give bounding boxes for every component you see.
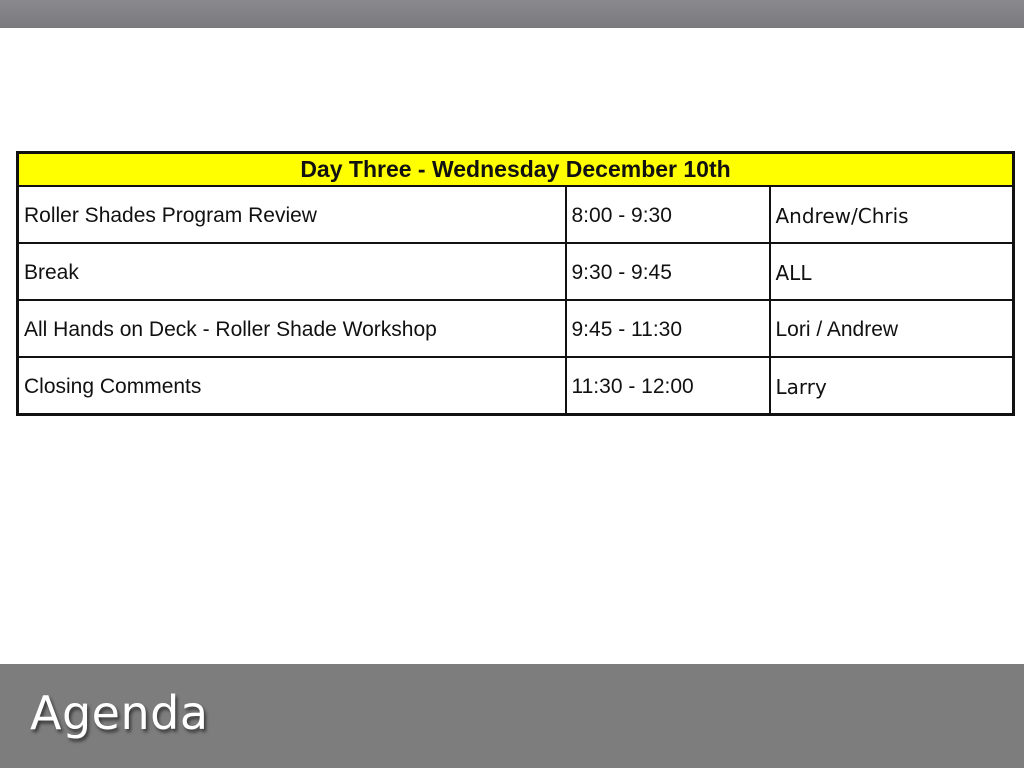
- title-footer: [0, 664, 1024, 768]
- table-row: [18, 186, 1014, 243]
- time-cell: 9:30 - 9:45: [566, 243, 770, 300]
- agenda-heading-row: [18, 153, 1014, 187]
- presenter-cell: ALL: [770, 243, 1014, 300]
- table-row: [18, 357, 1014, 414]
- table-row: [18, 243, 1014, 300]
- session-cell: Break: [18, 243, 566, 300]
- agenda-heading: Day Three - Wednesday December 10th: [18, 153, 1014, 187]
- presenter-cell: Lori / Andrew: [770, 300, 1014, 357]
- slide-title: Agenda: [30, 686, 209, 740]
- session-cell: Closing Comments: [18, 357, 566, 414]
- time-cell: 11:30 - 12:00: [566, 357, 770, 414]
- agenda-table: [16, 151, 1015, 416]
- session-cell: Roller Shades Program Review: [18, 186, 566, 243]
- presenter-cell: Larry: [770, 357, 1014, 414]
- presenter-cell: Andrew/Chris: [770, 186, 1014, 243]
- table-row: [18, 300, 1014, 357]
- time-cell: 9:45 - 11:30: [566, 300, 770, 357]
- time-cell: 8:00 - 9:30: [566, 186, 770, 243]
- session-cell: All Hands on Deck - Roller Shade Workshop: [18, 300, 566, 357]
- top-bar: [0, 0, 1024, 28]
